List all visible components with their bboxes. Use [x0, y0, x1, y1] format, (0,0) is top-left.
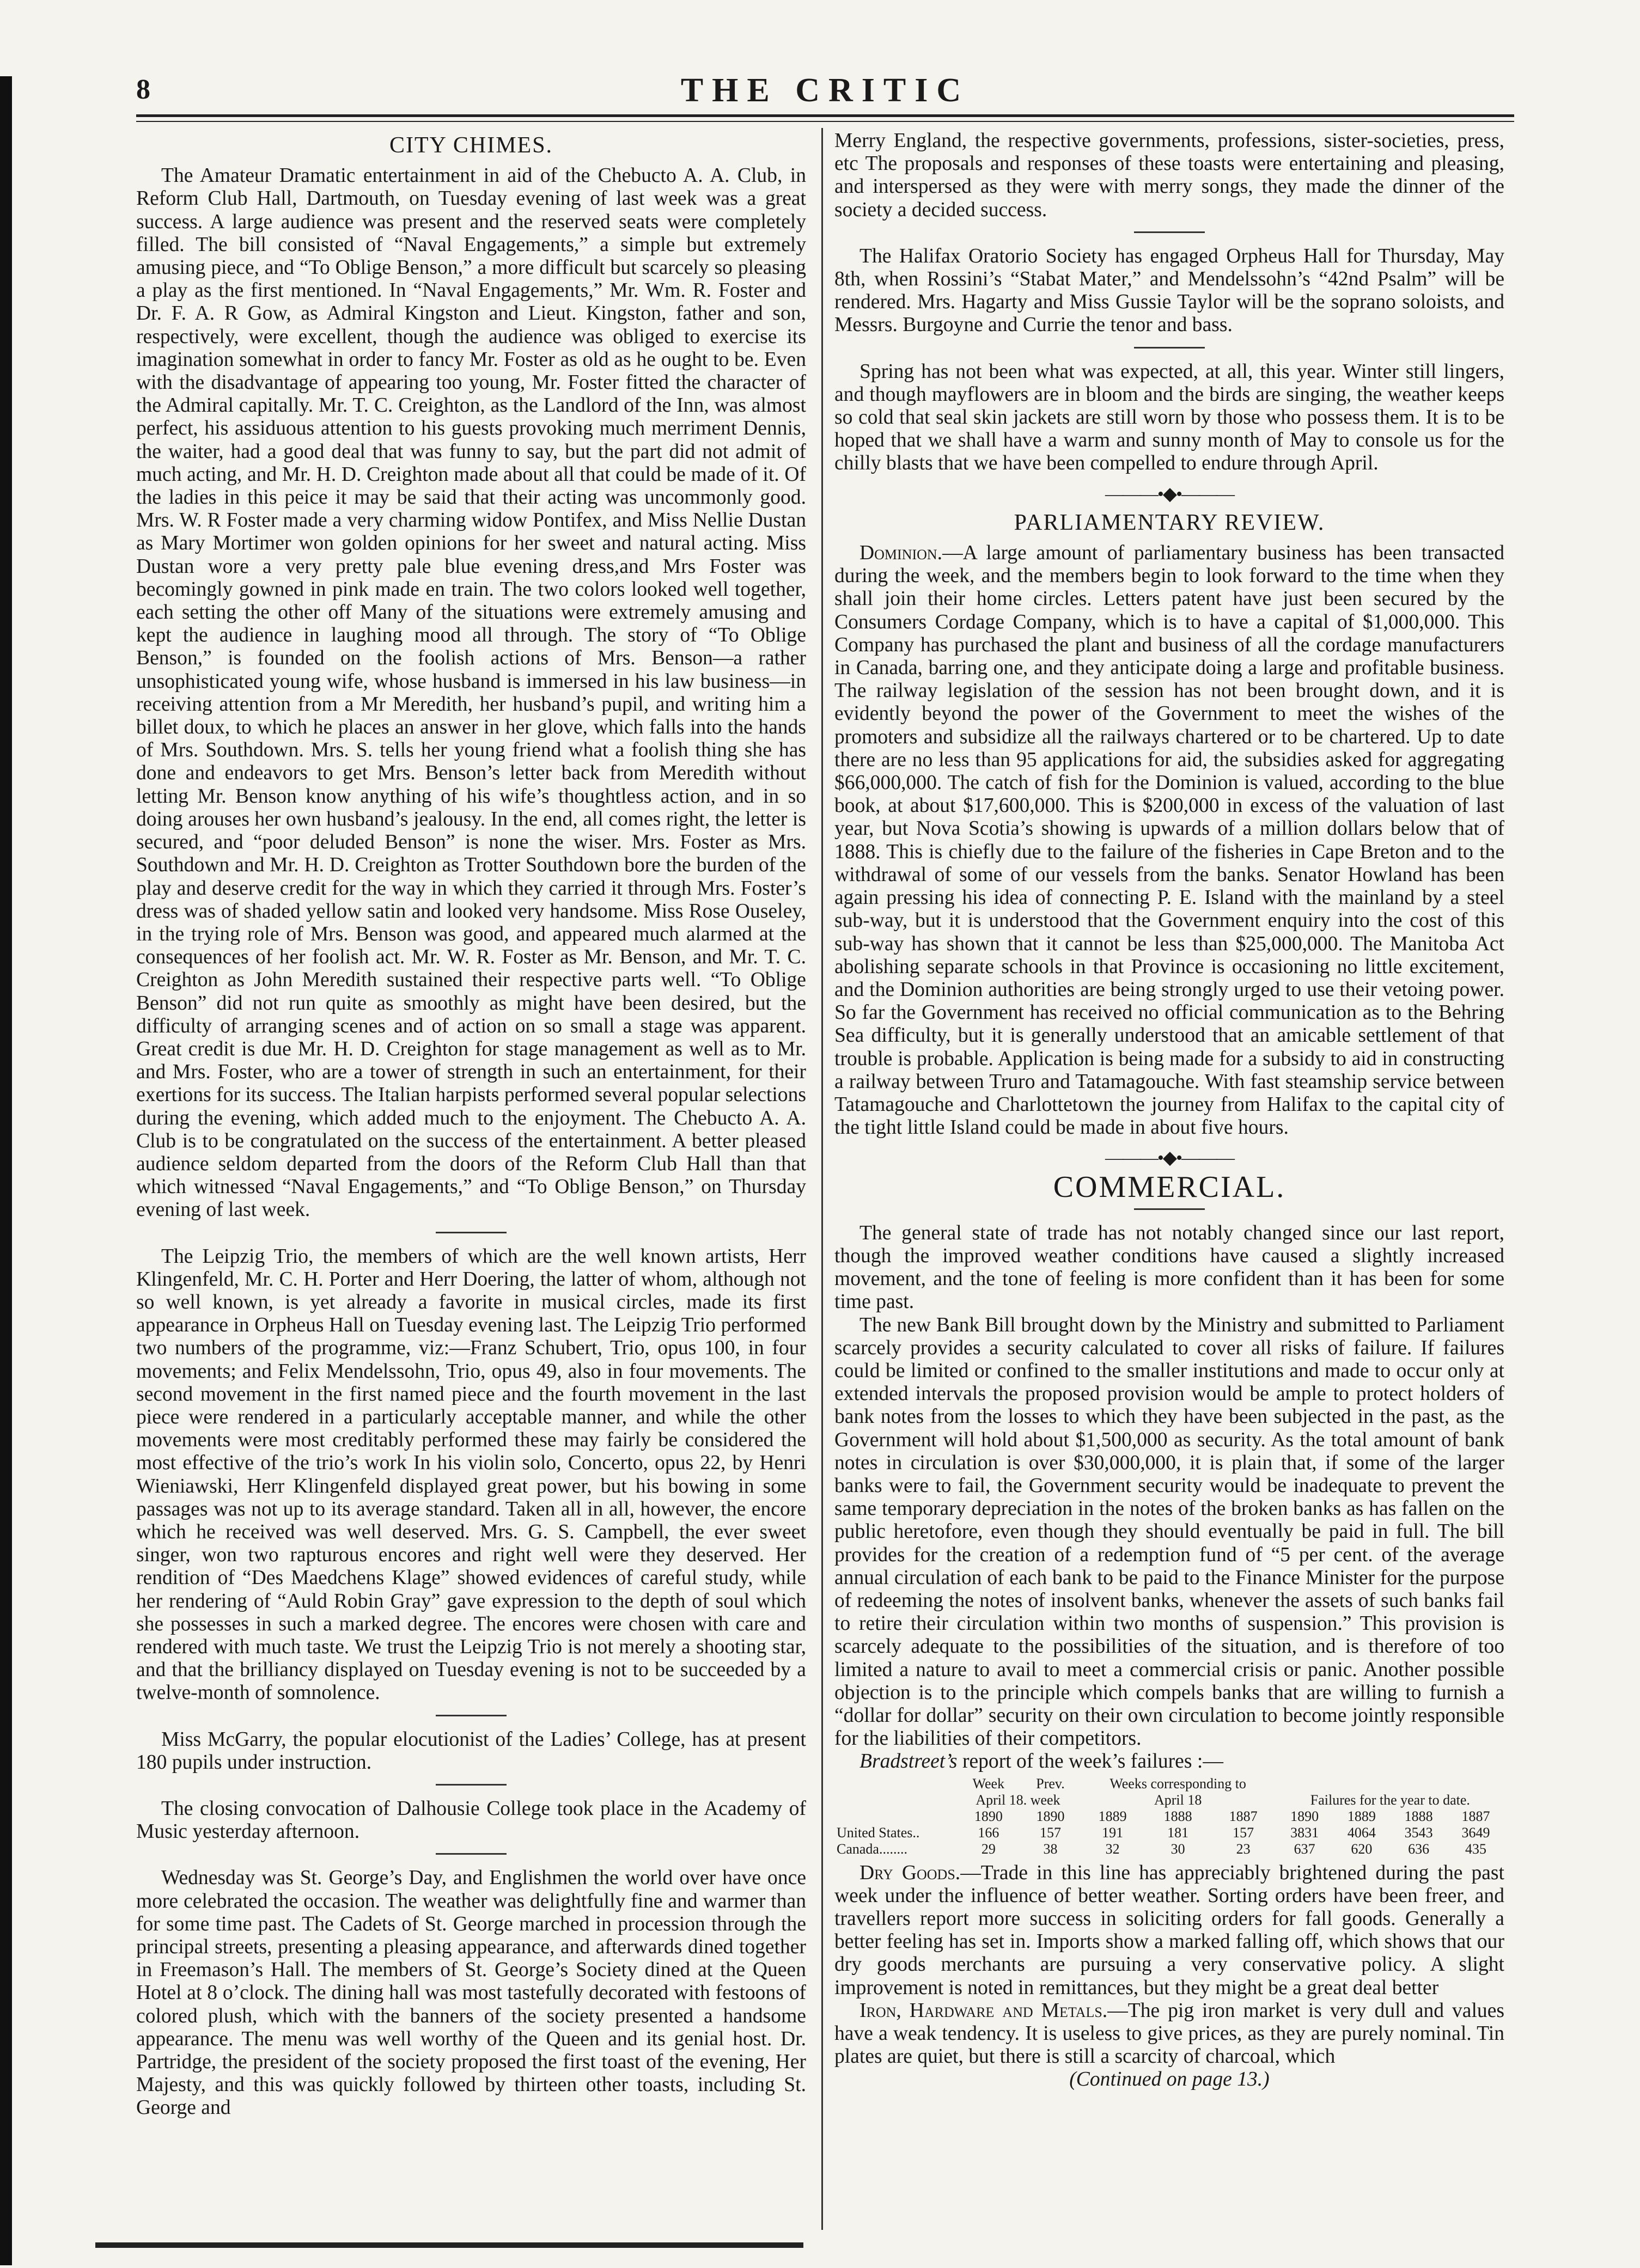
table-cell: 3831 — [1290, 1824, 1319, 1841]
header-april18-week: April 18. week — [976, 1792, 1060, 1808]
masthead — [136, 72, 1514, 109]
continued-notice: (Continued on page 13.) — [1069, 2068, 1270, 2091]
separator-rule — [436, 1715, 507, 1716]
year-cell: 1889 — [1098, 1808, 1127, 1824]
table-cell: 4064 — [1347, 1824, 1376, 1841]
table-cell: 166 — [978, 1824, 999, 1841]
ornament-divider-icon: ———•◆•——— — [1105, 484, 1234, 504]
article-trade-state: The general state of trade has not notably changed since our last report, though the improved weather conditions have caused a slightly increased movement, and the tone of feeling is more confident than it has been for some time past. — [834, 1221, 1504, 1313]
row-label: United States.. — [837, 1824, 920, 1841]
row-label: Canada........ — [837, 1841, 907, 1857]
article-miss-mcgarry: Miss McGarry, the popular elocutionist of the Ladies’ College, has at present 180 pupils under instruction. — [136, 1728, 806, 1774]
article-oratorio-society: The Halifax Oratorio Society has engaged Orpheus Hall for Thursday, May 8th, when Rossini’s “Stabat Mater,” and Mendelssohn’s “42nd Psalm” will be rendered. Mrs. Hagarty and Miss Gussie Taylor will be the soprano soloists, and Messrs. Burgoyne and Currie the tenor and bass. — [834, 244, 1504, 337]
iron-body: —The pig iron market is very dull and values have a weak tendency. It is useless to give prices, as they are purely nominal. Tin plates are quiet, but there is still a scarcity of charcoal, which — [834, 1999, 1504, 2068]
lead-iron-hardware: Iron, Hardware and Metals. — [859, 1999, 1108, 2022]
separator-rule — [1134, 1208, 1205, 1210]
failures-table — [834, 1776, 1504, 1857]
bradstreet-intro — [834, 1750, 1504, 1773]
article-iron-hardware — [834, 2000, 1504, 2069]
article-bank-bill: The new Bank Bill brought down by the Ministry and submitted to Parliament scarcely provides a security calculated to cover all risks of failure. If failures could be limited or confined to the smaller institutions and made to occur only at extended intervals the proposed provision would be ample to protect holders of bank notes from the losses to which they have been subjected in the past, as the Government will hold about $1,500,000 as security. As the total amount of bank notes in circulation is over $30,000,000, it is plain that, if some of the larger banks were to fail, the Government security would be inadequate to prevent the same temporary depreciation in the notes of the broken banks as has fallen on the public heretofore, even though they should eventually be paid in full. The bill provides for the creation of a redemption fund of “5 per cent. of the average annual circulation of each bank to be paid to the Finance Minister for the purpose of redeeming the notes of insolvent banks, whenever the assets of such banks fail to retire their circulation within two months of suspension.” This provision is scarcely adequate to the possibilities of the situation, and is therefore of too limited a nature to avail to meet a commercial crisis or panic. Another possible objection is to the principle which compels banks that are willing to furnish a “dollar for dollar” security on their own circulation to become jointly responsible for the liabilities of their competitors. — [834, 1313, 1504, 1750]
separator-rule — [436, 1853, 507, 1855]
article-spring-weather: Spring has not been what was expected, at all, this year. Winter still lingers, and though mayflowers are in bloom and the birds are singing, the weather keeps so cold that seal skin jackets are still worn by those who possess them. It is to be hoped that we shall have a warm and sunny month of May to console us for the chilly blasts that we have been compelled to endure through April. — [834, 360, 1504, 475]
article-st-georges-continued: Merry England, the respective governments, professions, sister-societies, press, etc The proposals and responses of these toasts were entertaining and pleasing, and interspersed as they were with merry songs, they made the dinner of the society a decided success. — [834, 130, 1504, 221]
header-april18: April 18 — [1154, 1792, 1202, 1808]
separator-rule — [1134, 231, 1205, 233]
header-week: Week — [972, 1775, 1005, 1792]
heading-commercial: COMMERCIAL. — [1053, 1170, 1286, 1204]
masthead-rule-thin — [136, 121, 1514, 122]
header-prev: Prev. — [1036, 1775, 1065, 1792]
right-column — [834, 130, 1504, 2092]
table-cell: 435 — [1465, 1841, 1487, 1857]
article-leipzig-trio: The Leipzig Trio, the members of which are the well known artists, Herr Klingenfeld, Mr. C. H. Porter and Herr Doering, the latter of whom, although not so well known, is yet already a favorite in musical circles, made its first appearance in Orpheus Hall on Tuesday evening last. The Leipzig Trio performed two numbers of the programme, viz:—Franz Schubert, Trio, opus 100, in four movements; and Felix Mendelssohn, Trio, opus 49, also in four movements. The second movement in the first named piece and the fourth movement in the last piece were rendered in a particularly acceptable manner, and while the other movements were most creditably performed these may fairly be considered the most effective of the trio’s work In his violin solo, Concerto, opus 22, by Henri Wieniawski, Herr Klingenfeld displayed great power, but his bowing in some passages was not up to its average standard. Taken all in all, however, the encore which he received was well deserved. Mrs. G. S. Campbell, the ever sweet singer, won two rapturous encores and right well were they deserved. Her rendition of “Des Maedchens Klage” showed evidences of careful study, while her rendering of “Auld Robin Gray” gave expression to the depth of soul which she possesses in such a marked degree. The encores were chosen with care and rendered with much taste. We trust the Leipzig Trio is not merely a shooting star, and that the brilliancy displayed on Tuesday evening is not to be succeeded by a twelve-month of somnolence. — [136, 1245, 806, 1704]
separator-rule — [1134, 347, 1205, 349]
table-cell: 636 — [1408, 1841, 1430, 1857]
table-cell: 29 — [981, 1841, 996, 1857]
article-st-georges-day: Wednesday was St. George’s Day, and Englishmen the world over have once more celebrated the occasion. The weather was delightfully fine and warmer than for some time past. The Cadets of St. George marched in procession through the principal streets, presenting a pleasing appearance, and afterwards dined together in Freemason’s Hall. The members of St. George’s Society dined at the Queen Hotel at 8 o’clock. The dining hall was most tastefully decorated with festoons of colored plush, which with the banners of the society presented a handsome appearance. The menu was well worthy of the Queen and its genial host. Dr. Partridge, the president of the society proposed the first toast of the evening, Her Majesty, and this was quickly followed by thirteen other toasts, including St. George and — [136, 1867, 806, 2119]
header-weeks-corresponding: Weeks corresponding to — [1109, 1775, 1246, 1792]
table-year-row — [834, 1808, 1504, 1825]
article-dalhousie-convocation: The closing convocation of Dalhousie College took place in the Academy of Music yesterday afternoon. — [136, 1798, 806, 1843]
table-cell: 38 — [1043, 1841, 1058, 1857]
header-failures-year: Failures for the year to date. — [1310, 1792, 1470, 1808]
article-parliamentary-dominion — [834, 542, 1504, 1139]
table-cell: 23 — [1236, 1841, 1251, 1857]
table-header-row — [834, 1776, 1504, 1792]
year-cell: 1888 — [1404, 1808, 1433, 1824]
left-column — [136, 130, 806, 2120]
bradstreet-text: report of the week’s failures :— — [957, 1750, 1223, 1773]
lead-dominion: Dominion. — [859, 542, 943, 565]
scan-edge-bar — [0, 76, 12, 2265]
lead-dry-goods: Dry Goods. — [859, 1861, 961, 1884]
table-header-row — [834, 1792, 1504, 1808]
page-number: 8 — [136, 74, 150, 105]
table-cell: 181 — [1167, 1824, 1189, 1841]
journal-title: THE CRITIC — [680, 72, 970, 109]
table-row — [834, 1825, 1504, 1841]
table-row — [834, 1841, 1504, 1857]
year-cell: 1887 — [1461, 1808, 1490, 1824]
heading-city-chimes: CITY CHIMES. — [389, 133, 553, 158]
ornament-divider-icon: ———•◆•——— — [1105, 1148, 1234, 1169]
table-cell: 30 — [1170, 1841, 1185, 1857]
table-cell: 3543 — [1404, 1824, 1433, 1841]
table-cell: 32 — [1105, 1841, 1120, 1857]
table-cell: 157 — [1233, 1824, 1254, 1841]
scan-bottom-bar — [95, 2242, 803, 2248]
year-cell: 1888 — [1163, 1808, 1192, 1824]
heading-parliamentary-review: PARLIAMENTARY REVIEW. — [1014, 510, 1325, 535]
article-dry-goods — [834, 1862, 1504, 2000]
year-cell: 1890 — [1036, 1808, 1065, 1824]
table-cell: 157 — [1039, 1824, 1061, 1841]
dominion-body: —A large amount of parliamentary business has been transacted during the week, and the members begin to look forward to the time when they shall join their home circles. Letters patent have just been secured by the Consumers Cordage Company, which is to have a capital of $1,000,000. This Company has purchased the plant and business of all the cordage manufacturers in Canada, barring one, and they anticipate doing a large and profitable business. The railway legislation of the session has not been brought down, and it is evidently beyond the power of the Government to meet the wishes of the promoters and subsidize all the railways chartered or to be chartered. Up to date there are no less than 95 applications for aid, the subsidies asked for aggregating $66,000,000. The catch of fish for the Dominion is valued, according to the blue book, at about $17,600,000. This is $200,000 in excess of the valuation of last year, but Nova Scotia’s showing is upwards of a million dollars below that of 1888. This is chiefly due to the failure of the fisheries in Cape Breton and to the withdrawal of some of our vessels from the banks. Senator Howland has been again pressing his idea of connecting P. E. Island with the mainland by a steel sub-way, but it is understood that the Government enquiry into the cost of this sub-way has shown that it cannot be less than $25,000,000. The Manitoba Act abolishing separate schools in that Province is occasioning no little excitement, and the Dominion authorities are being strongly urged to use their vetoing power. So far the Government has received no official communication as to the Behring Sea difficulty, but it is generally understood that an amicable settlement of that trouble is probable. Application is being made for a subsidy to aid in constructing a railway between Truro and Tatamagouche. With fast steamship service between Tatamagouche and Charlottetown the journey from Halifax to the capital city of the tight little Island could be made in about five hours. — [834, 542, 1504, 1139]
table-cell: 620 — [1351, 1841, 1373, 1857]
year-cell: 1890 — [974, 1808, 1003, 1824]
dry-goods-body: —Trade in this line has appreciably brightened during the past week under the influence of better weather. Sorting orders have been freer, and travellers report more success in soliciting orders for fall goods. Generally a better feeling has set in. Imports show a marked falling off, which shows that our dry goods merchants are pursuing a very conservative policy. A slight improvement is noted in remittances, but they might be a great deal better — [834, 1861, 1504, 1999]
table-cell: 191 — [1102, 1824, 1124, 1841]
year-cell: 1890 — [1290, 1808, 1319, 1824]
separator-rule — [436, 1784, 507, 1786]
table-cell: 637 — [1294, 1841, 1315, 1857]
masthead-rule-thick — [136, 114, 1514, 117]
year-cell: 1887 — [1229, 1808, 1258, 1824]
separator-rule — [436, 1232, 507, 1233]
year-cell: 1889 — [1347, 1808, 1376, 1824]
column-divider — [821, 128, 823, 2230]
table-cell: 3649 — [1461, 1824, 1490, 1841]
article-dramatic-entertainment: The Amateur Dramatic entertainment in aid of the Chebucto A. A. Club, in Reform Club Hall, Dartmouth, on Tuesday evening of last week was a great success. A large audience was present and the reserved seats were completely filled. The bill consisted of “Naval Engagements,” a simple but extremely amusing piece, and “To Oblige Benson,” a more difficult but scarcely so pleasing a play as the first mentioned. In “Naval Engagements,” Mr. Wm. R. Foster and Dr. F. A. R Gow, as Admiral Kingston and Lieut. Kingston, father and son, respectively, were excellent, though the audience was obliged to exercise its imagination somewhat in order to fancy Mr. Foster as old as he ought to be. Even with the disadvantage of appearing too young, Mr. Foster fitted the character of the Admiral capitally. Mr. T. C. Creighton, as the Landlord of the Inn, was almost perfect, his assiduous attention to his guests provoking much merriment Dennis, the waiter, had a good deal that was funny to say, but the part did not admit of much acting, and Mr. H. D. Creighton made about all that could be made of it. Of the ladies in this peice it may be said that their acting was uncommonly good. Mrs. W. R Foster made a very charming widow Pontifex, and Miss Nellie Dustan as Mary Mortimer won golden opinions for her sweet and natural acting. Miss Dustan wore a very pretty pale blue evening dress,and Mrs Foster was becomingly gowned in pink made en train. The two colors looked well together, each setting the other off Many of the situations were extremely amusing and kept the audience in laughing mood all through. The story of “To Oblige Benson,” is founded on the foolish actions of Mrs. Benson—a rather unsophisticated young wife, whose husband is immersed in his law business—in receiving attention from a Mr Meredith, her husband’s pupil, and writing him a billet doux, to which he places an answer in her glove, which falls into the hands of Mrs. Southdown. Mrs. S. tells her young friend what a foolish thing she has done and endeavors to get Mrs. Benson’s letter back from Meredith without letting Mr. Benson know anything of his wife’s thoughtless action, and in so doing arouses her own husband’s jealousy. In the end, all comes right, the letter is secured, and “poor deluded Benson” is none the wiser. Mrs. Foster as Mrs. Southdown and Mr. H. D. Creighton as Trotter Southdown bore the burden of the play and deserve credit for the way in which they carried it through Mrs. Foster’s dress was of shaded yellow satin and looked very handsome. Miss Rose Ouseley, in the trying role of Mrs. Benson was good, and appeared much alarmed at the consequences of her foolish act. Mr. W. R. Foster as Mr. Benson, and Mr. T. C. Creighton as John Meredith sustained their respective parts well. “To Oblige Benson” did not run quite as smoothly as might have been desired, but the difficulty of arranging scenes and of action on so small a stage was apparent. Great credit is due Mr. H. D. Creighton for stage management as well as to Mr. and Mrs. Foster, who are a tower of strength in such an entertainment, for their exertions for its success. The Italian harpists performed several popular selections during the evening, which added much to the enjoyment. The Chebucto A. A. Club is to be congratulated on the success of the entertainment. A better pleased audience seldom departed from the doors of the Reform Club Hall than that which witnessed “Naval Engagements,” and “To Oblige Benson,” on Thursday evening of last week. — [136, 164, 806, 1221]
bradstreet-name: Bradstreet’s — [859, 1750, 958, 1773]
